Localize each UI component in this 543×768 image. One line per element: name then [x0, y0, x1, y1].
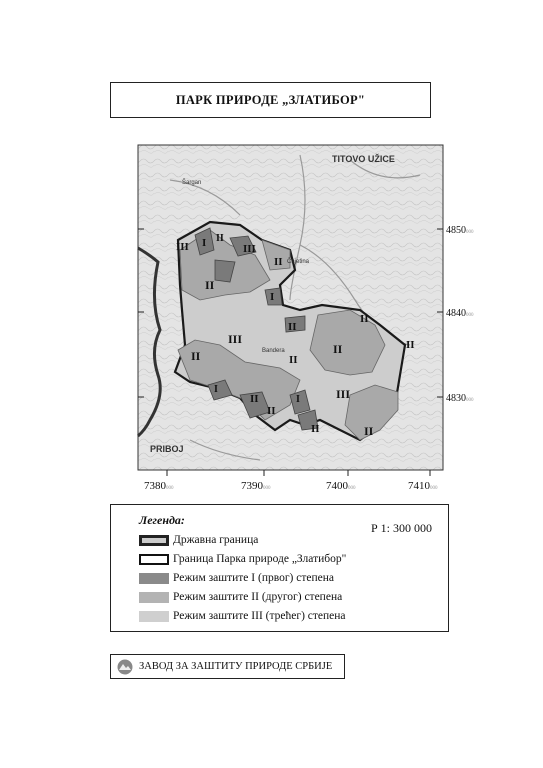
zone-label: II [360, 313, 369, 325]
y-tick-label: 4830000 [446, 393, 474, 404]
institute-logo-icon [117, 659, 133, 675]
legend-swatch [139, 611, 169, 622]
legend-label: Режим заштите III (трећег) степена [173, 610, 346, 622]
zone-label: II [205, 278, 215, 292]
legend-swatch [139, 535, 169, 546]
legend-item-zone-iii [139, 609, 346, 623]
scale-label: Р 1: 300 000 [370, 521, 432, 535]
legend-label: Државна граница [173, 534, 259, 546]
zone-label: II [289, 354, 298, 366]
zone-label: I [214, 384, 218, 395]
legend-item-zone-i [139, 571, 334, 585]
legend-item-zone-ii [139, 590, 342, 604]
town-label-sargan: Šargan [182, 180, 202, 186]
zone-label: III [243, 243, 256, 255]
legend-box [110, 504, 449, 632]
legend-item-park-border [139, 552, 346, 566]
zone-label: II [274, 256, 283, 268]
x-tick-label: 7400000 [326, 480, 356, 492]
town-label-cajetina: Čajetina [287, 259, 310, 265]
town-label-priboj: PRIBOJ [150, 444, 184, 454]
town-label-titovo-uzice: TITOVO UŽICE [332, 154, 395, 164]
zone-label: II [191, 349, 201, 363]
zone-label: II [288, 321, 297, 333]
legend-label: Граница Парка природе „Златибор" [173, 553, 347, 565]
zone-label: II [250, 393, 259, 405]
zone-label: II [406, 339, 415, 351]
x-tick-label: 7390000 [241, 480, 271, 492]
zone-label: III [176, 241, 189, 253]
legend-swatch [139, 592, 169, 603]
y-tick-label: 4840000 [446, 308, 474, 319]
zone-label: I [270, 291, 275, 303]
institution-box [110, 654, 345, 679]
legend-label: Режим заштите II (другог) степена [173, 591, 343, 603]
legend-item-state-border [139, 533, 258, 547]
zone-label: II [267, 405, 276, 417]
legend-title: Легенда: [139, 513, 185, 527]
y-tick-label: 4850000 [446, 225, 474, 236]
legend-swatch [139, 554, 169, 565]
town-label-bandera: Bandera [262, 348, 285, 354]
zone-label: II [311, 423, 320, 435]
zone-label: II [216, 233, 224, 244]
zone-label: II [333, 342, 343, 356]
legend-label: Режим заштите I (првог) степена [173, 572, 334, 584]
zone-label: II [364, 424, 374, 438]
map-title: ПАРК ПРИРОДЕ „ЗЛАТИБОР" [175, 92, 366, 107]
zone-label: III [336, 387, 351, 401]
zone-label: I [296, 394, 300, 405]
zone-label: I [202, 237, 207, 249]
legend-swatch [139, 573, 169, 584]
x-tick-label: 7410000 [408, 480, 438, 492]
zone-label: III [228, 332, 243, 346]
institution-name: ЗАВОД ЗА ЗАШТИТУ ПРИРОДЕ СРБИЈЕ [139, 661, 333, 672]
x-tick-label: 7380000 [144, 480, 174, 492]
